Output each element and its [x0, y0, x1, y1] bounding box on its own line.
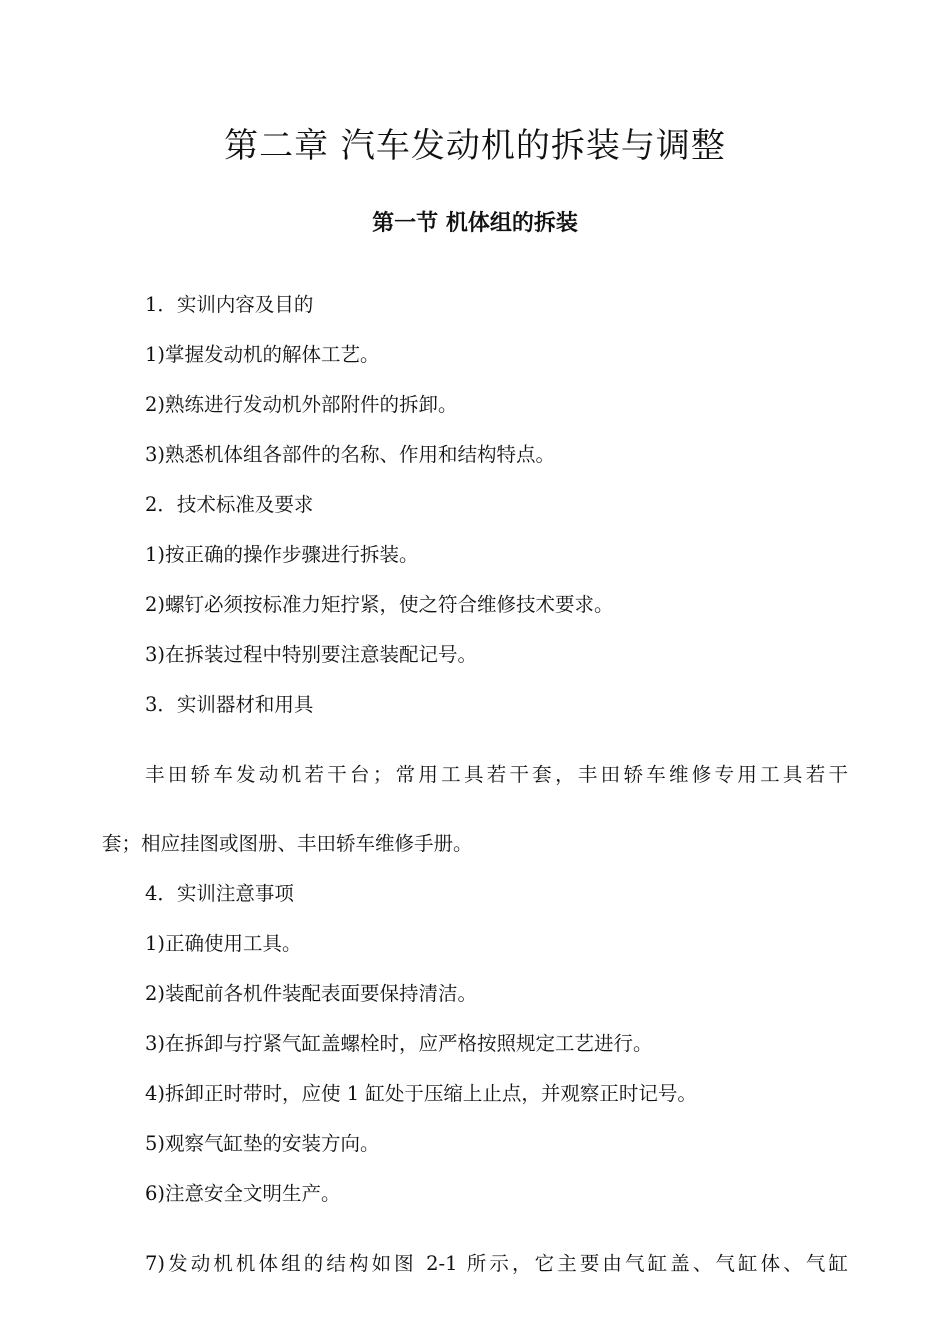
list-item: 5)观察气缸垫的安装方向。: [145, 1132, 380, 1155]
list-item: 2)装配前各机件装配表面要保持清洁。: [145, 982, 478, 1005]
list-item: 1)掌握发动机的解体工艺。: [145, 343, 380, 366]
list-item: 1)按正确的操作步骤进行拆装。: [145, 543, 419, 566]
list-item: 3)熟悉机体组各部件的名称、作用和结构特点。: [145, 443, 556, 466]
list-item: 7)发动机机体组的结构如图 2-1 所示，它主要由气缸盖、气缸体、气缸: [145, 1251, 848, 1275]
section-title: 第一节 机体组的拆装: [372, 211, 578, 236]
list-item: 2)熟练进行发动机外部附件的拆卸。: [145, 393, 458, 416]
list-item: 3)在拆装过程中特别要注意装配记号。: [145, 643, 478, 666]
document-body: [102, 280, 848, 1308]
list-item: 3)在拆卸与拧紧气缸盖螺栓时，应严格按照规定工艺进行。: [145, 1032, 653, 1055]
list-item: 6)注意安全文明生产。: [145, 1182, 341, 1205]
list-item: 1)正确使用工具。: [145, 932, 302, 955]
list-item: 2)螺钉必须按标准力矩拧紧，使之符合维修技术要求。: [145, 593, 614, 616]
heading-precautions: 4．实训注意事项: [145, 882, 294, 905]
heading-technical-standards: 2．技术标准及要求: [145, 493, 314, 516]
heading-training-content: 1．实训内容及目的: [145, 293, 314, 316]
chapter-title: 第二章 汽车发动机的拆装与调整: [224, 126, 726, 166]
paragraph-line: 丰田轿车发动机若干台；常用工具若干套，丰田轿车维修专用工具若干: [145, 762, 848, 786]
paragraph-line: 套；相应挂图或图册、丰田轿车维修手册。: [102, 832, 473, 855]
list-item: 4)拆卸正时带时，应使 1 缸处于压缩上止点，并观察正时记号。: [145, 1082, 697, 1105]
heading-equipment: 3．实训器材和用具: [145, 693, 314, 716]
